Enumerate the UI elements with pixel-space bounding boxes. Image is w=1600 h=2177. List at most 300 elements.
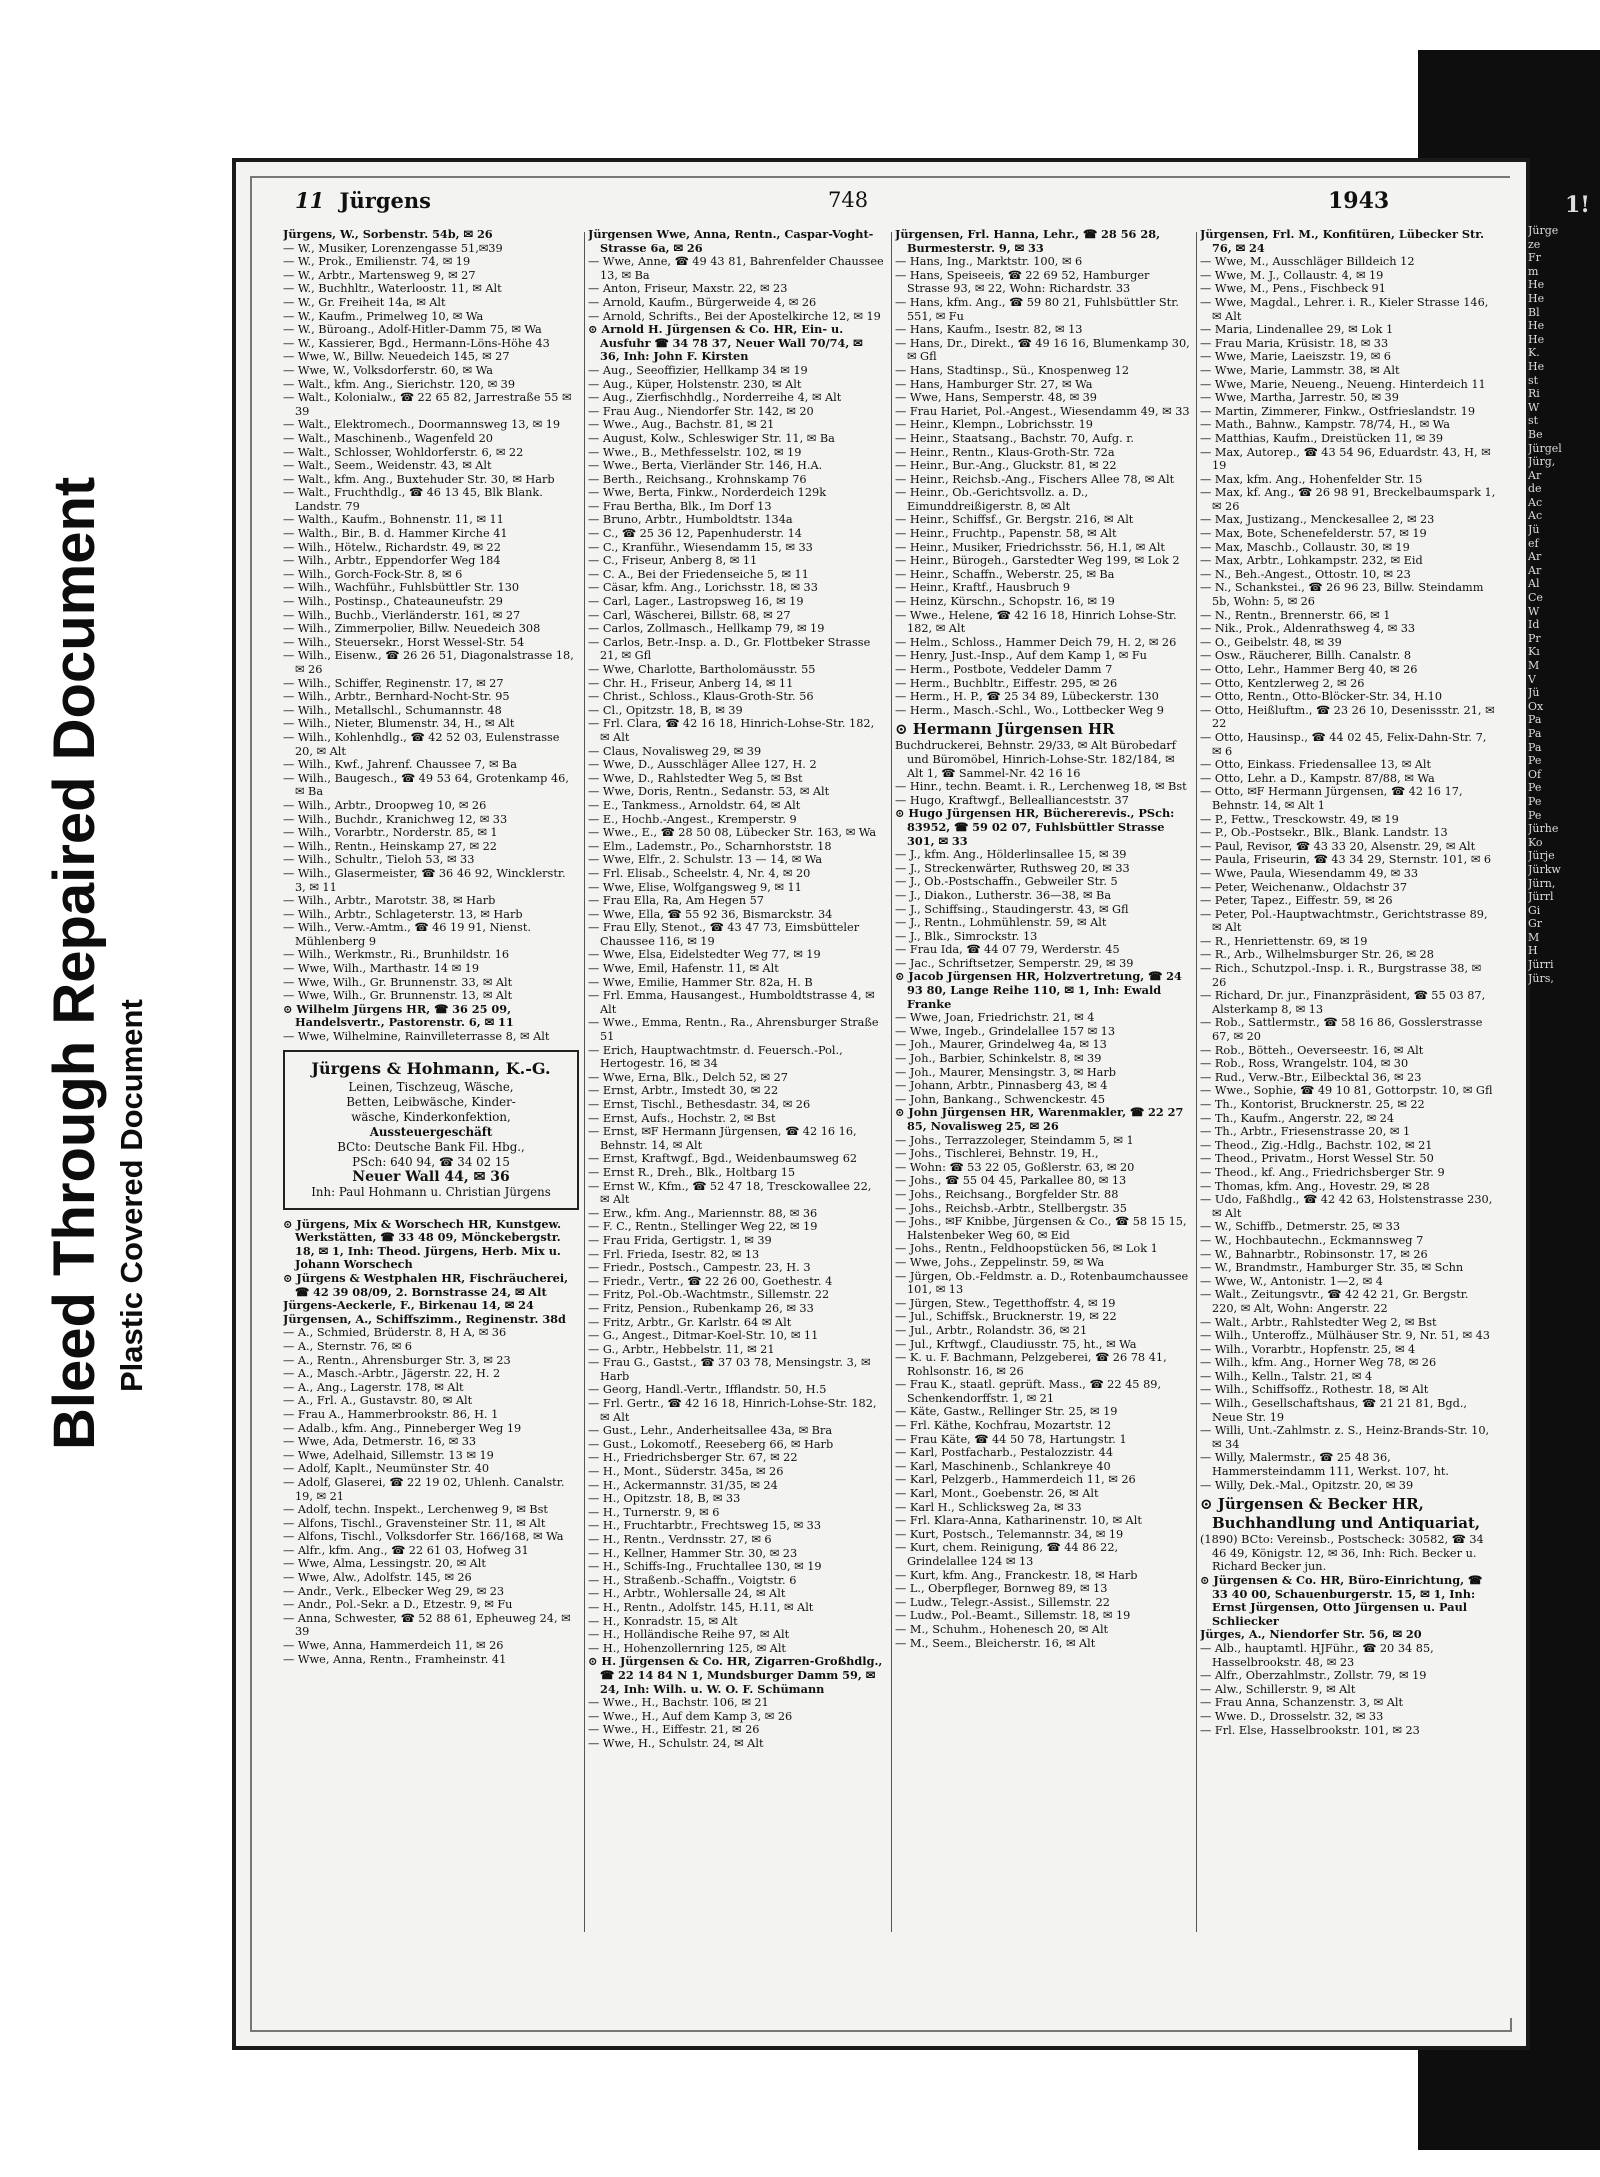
directory-entry: — Wilh., Schiffer, Reginenstr. 17, ✉ 27 <box>283 676 504 690</box>
directory-entry: — Wwe., Aug., Bachstr. 81, ✉ 21 <box>588 418 775 432</box>
directory-entry: — Theod., Zig.-Hdlg., Bachstr. 102, ✉ 21 <box>1200 1138 1433 1152</box>
directory-entry: — G., Arbtr., Hebbelstr. 11, ✉ 21 <box>588 1342 775 1356</box>
directory-entry: — H., Opitzstr. 18, B, ✉ 33 <box>588 1492 741 1506</box>
edge-fragment: st <box>1528 414 1539 428</box>
next-page-edge <box>1510 168 1520 2018</box>
directory-entry: — N., Beh.-Angest., Ottostr. 10, ✉ 23 <box>1200 567 1411 581</box>
directory-entry: — W., Kaufm., Primelweg 10, ✉ Wa <box>283 309 484 323</box>
directory-entry: — Andr., Pol.-Sekr. a D., Etzestr. 9, ✉ Fu <box>283 1598 513 1612</box>
directory-entry: — Willy, Malermstr., ☎ 25 48 36, Hammersteindamm 111, Werkst. 107, ht. <box>1200 1451 1450 1479</box>
edge-fragment: Jürge <box>1528 224 1559 237</box>
directory-entry: — Arnold, Kaufm., Bürgerweide 4, ✉ 26 <box>588 295 817 309</box>
directory-entry: Jürges, A., Niendorfer Str. 56, ✉ 20 <box>1200 1627 1422 1642</box>
directory-entry: — Frl. Clara, ☎ 42 16 18, Hinrich-Lohse-Str. 182, ✉ Alt <box>588 717 875 744</box>
directory-entry: — Herm., Buchbltr., Eiffestr. 295, ✉ 26 <box>895 676 1118 690</box>
page-section-number: 11 <box>295 188 325 213</box>
directory-page <box>283 188 1495 2018</box>
edge-fragment: Jürje <box>1528 849 1555 863</box>
directory-entry: — Heinr., Staatsang., Bachstr. 70, Aufg. r. <box>895 431 1134 445</box>
column-4 <box>1200 228 1496 1928</box>
edge-fragment: M <box>1528 930 1540 944</box>
directory-entry: — Heinr., Musiker, Friedrichsstr. 56, H.1, ✉ Alt <box>895 540 1165 554</box>
featured-entry: ⊙ Jürgensen & Becker HR, Buchhandlung und Antiquariat, <box>1200 1495 1481 1533</box>
edge-fragment: Pe <box>1528 754 1542 768</box>
directory-entry: — Wwe, M., Pens., Fischbeck 91 <box>1200 282 1386 296</box>
directory-entry: — Anton, Friseur, Maxstr. 22, ✉ 23 <box>588 282 788 296</box>
column-divider <box>584 232 585 1932</box>
directory-entry: — Joh., Barbier, Schinkelstr. 8, ✉ 39 <box>895 1052 1102 1066</box>
directory-entry: — Frau Ella, Ra, Am Hegen 57 <box>588 894 764 908</box>
directory-entry: — Wilh., Kwf., Jahrenf. Chaussee 7, ✉ Ba <box>283 758 518 772</box>
directory-entry: — H., Konradstr. 15, ✉ Alt <box>588 1614 738 1628</box>
directory-entry: — P., Fettw., Tresckowstr. 49, ✉ 19 <box>1200 812 1399 826</box>
directory-entry: — Helm., Schloss., Hammer Deich 79, H. 2, ✉ 26 <box>895 635 1177 649</box>
next-page-header-fragment: 1! <box>1565 192 1590 218</box>
directory-entry: — W., Büroang., Adolf-Hitler-Damm 75, ✉ Wa <box>283 323 542 337</box>
directory-entry: — Hans, Kaufm., Isestr. 82, ✉ 13 <box>895 323 1083 337</box>
directory-entry: — Jul., Schiffsk., Brucknerstr. 19, ✉ 22 <box>895 1310 1117 1324</box>
directory-entry: — Arnold, Schrifts., Bei der Apostelkirche 12, ✉ 19 <box>588 309 881 323</box>
directory-entry: — Frau Maria, Krüsistr. 18, ✉ 33 <box>1200 336 1389 350</box>
directory-entry: — Cäsar, kfm. Ang., Lorichsstr. 18, ✉ 33 <box>588 581 818 595</box>
directory-entry: — Walt., kfm. Ang., Sierichstr. 120, ✉ 39 <box>283 377 516 391</box>
directory-entry: — Frl. Käthe, Kochfrau, Mozartstr. 12 <box>895 1419 1112 1433</box>
directory-entry: — Rob., Ross, Wrangelstr. 104, ✉ 30 <box>1200 1057 1409 1071</box>
directory-entry: — A., Schmied, Brüderstr. 8, H A, ✉ 36 <box>283 1326 507 1340</box>
directory-entry: — Wilh., Nieter, Blumenstr. 34, H., ✉ Alt <box>283 717 515 731</box>
directory-entry: — Wilh., Schiffsoffz., Rothestr. 18, ✉ Alt <box>1200 1383 1429 1397</box>
directory-entry: — Wwe, M. J., Collaustr. 4, ✉ 19 <box>1200 268 1384 282</box>
directory-entry: — J., Diakon., Lutherstr. 36—38, ✉ Ba <box>895 888 1112 902</box>
entry-list <box>588 228 884 1751</box>
directory-entry: — Heinr., Schiffsf., Gr. Bergstr. 216, ✉ Alt <box>895 513 1134 527</box>
directory-entry: — Johs., Tischlerei, Behnstr. 19, H., <box>895 1147 1099 1161</box>
directory-entry: — Max, Bote, Schenefelderstr. 57, ✉ 19 <box>1200 527 1427 541</box>
directory-entry: — C., Kranführ., Wiesendamm 15, ✉ 33 <box>588 540 813 554</box>
directory-entry: — Wwe., B., Methfesselstr. 102, ✉ 19 <box>588 445 802 459</box>
directory-entry: — Richard, Dr. jur., Finanzpräsident, ☎ 55 03 87, Alsterkamp 8, ✉ 13 <box>1200 989 1486 1016</box>
directory-entry: — Heinr., Kraftf., Hausbruch 9 <box>895 581 1071 595</box>
directory-entry: — Wwe, Erna, Blk., Delch 52, ✉ 27 <box>588 1070 788 1084</box>
directory-entry: — Theod., kf. Ang., Friedrichsberger Str. 9 <box>1200 1165 1445 1179</box>
directory-entry: — Frl. Elisab., Scheelstr. 4, Nr. 4, ✉ 20 <box>588 866 811 880</box>
directory-entry: — Max, Autorep., ☎ 43 54 96, Eduardstr. 43, H, ✉ 19 <box>1200 445 1491 473</box>
ad-line: wäsche, Kinderkonfektion, <box>351 1109 511 1124</box>
entry-list <box>283 228 579 1044</box>
entry-list <box>895 228 1191 717</box>
directory-entry: — Johs., ✉F Knibbe, Jürgensen & Co., ☎ 58 15 15, Halstenbeker Weg 60, ✉ Eid <box>895 1215 1187 1242</box>
directory-entry: — Wilh., Arbtr., Marotstr. 38, ✉ Harb <box>283 894 496 908</box>
directory-entry: — Ernst W., Kfm., ☎ 52 47 18, Tresckowallee 22, ✉ Alt <box>588 1179 872 1207</box>
edge-fragment: W <box>1528 604 1540 618</box>
directory-entry: — W., Kassierer, Bgd., Hermann-Löns-Höhe 43 <box>283 336 550 350</box>
edge-fragment: Gi <box>1528 903 1541 917</box>
directory-entry: — Christ., Schloss., Klaus-Groth-Str. 56 <box>588 690 814 704</box>
directory-entry: — Jul., Krftwgf., Claudiusstr. 75, ht., ✉ Wa <box>895 1337 1137 1351</box>
directory-entry: — Heinr., Bürogeh., Garstedter Weg 199, ✉ Lok 2 <box>895 554 1180 568</box>
directory-entry: — Karl, Pelzgerb., Hammerdeich 11, ✉ 26 <box>895 1473 1136 1487</box>
directory-entry: — Frau G., Gastst., ☎ 37 03 78, Mensingstr. 3, ✉ Harb <box>588 1356 871 1383</box>
directory-entry: — Wilh., Hötelw., Richardstr. 49, ✉ 22 <box>283 540 501 554</box>
directory-entry: — W., Arbtr., Martensweg 9, ✉ 27 <box>283 268 476 282</box>
directory-entry: — Ernst, Tischl., Bethesdastr. 34, ✉ 26 <box>588 1098 811 1111</box>
directory-entry: — A., Ang., Lagerstr. 178, ✉ Alt <box>283 1380 464 1394</box>
directory-entry: — Max, kf. Ang., ☎ 26 98 91, Breckelbaumspark 1, ✉ 26 <box>1200 486 1496 513</box>
directory-entry: — H., Mont., Süderstr. 345a, ✉ 26 <box>588 1465 784 1479</box>
directory-entry: — C., Friseur, Anberg 8, ✉ 11 <box>588 554 758 568</box>
directory-entry: — Wilh., Wachführ., Fuhlsbüttler Str. 130 <box>283 581 520 595</box>
directory-entry: — Wwe., E., ☎ 28 50 08, Lübecker Str. 163, ✉ Wa <box>588 826 877 840</box>
column-divider <box>1196 232 1197 1932</box>
directory-entry: — Matthias, Kaufm., Dreistücken 11, ✉ 39 <box>1200 431 1444 445</box>
directory-entry: — Herm., Masch.-Schl., Wo., Lottbecker Weg 9 <box>895 703 1164 717</box>
directory-entry: — Frl. Klara-Anna, Katharinenstr. 10, ✉ Alt <box>895 1514 1142 1528</box>
edge-fragment: Ox <box>1528 699 1544 713</box>
directory-entry: — Fritz, Pension., Rubenkamp 26, ✉ 33 <box>588 1301 814 1315</box>
directory-entry: — Wwe, Ingeb., Grindelallee 157 ✉ 13 <box>895 1024 1116 1038</box>
directory-entry: — Wwe., H., Bachstr. 106, ✉ 21 <box>588 1696 769 1710</box>
edge-fragment: Pe <box>1528 794 1542 808</box>
directory-entry: — Heinr., Reichsb.-Ang., Fischers Allee 78, ✉ Alt <box>895 472 1175 486</box>
directory-entry: — Wwe., H., Eiffestr. 21, ✉ 26 <box>588 1723 760 1737</box>
directory-entry: — Wwe, Elise, Wolfgangsweg 9, ✉ 11 <box>588 880 802 894</box>
directory-entry: — Joh., Maurer, Grindelweg 4a, ✉ 13 <box>895 1038 1107 1052</box>
column-2 <box>588 228 884 1928</box>
edge-fragment: M <box>1528 659 1540 672</box>
entry-list <box>1200 1533 1496 1737</box>
directory-entry: — Carl, Wäscherei, Billstr. 68, ✉ 27 <box>588 608 791 622</box>
directory-entry: — Wwe, Wilh., Gr. Brunnenstr. 33, ✉ Alt <box>283 975 513 989</box>
directory-entry: — Wwe, Wilh., Marthastr. 14 ✉ 19 <box>283 962 480 976</box>
directory-entry: — Wilh., Gorch-Fock-Str. 8, ✉ 6 <box>283 567 463 581</box>
directory-entry: — Wwe, Paula, Wiesendamm 49, ✉ 33 <box>1200 866 1419 880</box>
directory-entry: — Heinz, Kürschn., Schopstr. 16, ✉ 19 <box>895 595 1115 609</box>
directory-entry: — W., Bahnarbtr., Robinsonstr. 17, ✉ 26 <box>1200 1247 1428 1261</box>
directory-entry: — Hans, Hamburger Str. 27, ✉ Wa <box>895 377 1093 391</box>
directory-entry: — Herm., Postbote, Veddeler Damm 7 <box>895 663 1113 676</box>
directory-entry: — Wwe, Anne, ☎ 49 43 81, Bahrenfelder Chaussee 13, ✉ Ba <box>588 255 884 282</box>
directory-entry: — H., Arbtr., Wohlersalle 24, ✉ Alt <box>588 1587 786 1601</box>
edge-fragment: Jürs, <box>1528 971 1554 985</box>
ad-line: PSch: 640 94, ☎ 34 02 15 <box>352 1154 510 1169</box>
directory-entry: — Joh., Maurer, Mensingstr. 3, ✉ Harb <box>895 1065 1117 1079</box>
directory-entry: — Adolf, Glaserei, ☎ 22 19 02, Uhlenh. Canalstr. 19, ✉ 21 <box>283 1475 565 1503</box>
directory-entry: — Ernst, Kraftwgf., Bgd., Weidenbaumsweg 62 <box>588 1152 858 1166</box>
ad-title: Jürgens & Hohmann, K.-G. <box>311 1058 551 1078</box>
edge-fragment: Jürri <box>1528 958 1554 972</box>
directory-entry: — Rud., Verw.-Btr., Eilbecktal 36, ✉ 23 <box>1200 1070 1422 1084</box>
edge-fragment: Pe <box>1528 808 1542 822</box>
directory-entry: ⊙ H. Jürgensen & Co. HR, Zigarren-Großhdlg., ☎ 22 14 84 N 1, Mundsburger Damm 59, ✉ 24, Inh: Wilh. u. W. O. F. Schümann <box>588 1654 883 1696</box>
directory-entry: — Heinr., Schaffn., Weberstr. 25, ✉ Ba <box>895 567 1115 581</box>
directory-entry: — Wilh., Steuersekr., Horst Wessel-Str. 54 <box>283 635 525 649</box>
directory-entry: — Wwe, Hans, Semperstr. 48, ✉ 39 <box>895 391 1097 405</box>
column-3 <box>895 228 1191 1928</box>
directory-entry: — Wwe, Elfr., 2. Schulstr. 13 — 14, ✉ Wa <box>588 853 823 867</box>
page-section-title: Jürgens <box>339 188 431 213</box>
directory-entry: — Wilh., Rentn., Heinskamp 27, ✉ 22 <box>283 839 497 853</box>
edge-fragment: Ac <box>1528 509 1543 523</box>
directory-entry: — Frl. Else, Hasselbrookstr. 101, ✉ 23 <box>1200 1723 1420 1737</box>
directory-entry: — W., Musiker, Lorenzengasse 51,✉39 <box>283 241 503 255</box>
directory-entry: — Ernst, ✉F Hermann Jürgensen, ☎ 42 16 16, Behnstr. 14, ✉ Alt <box>588 1125 857 1152</box>
edge-fragment: Jürhe <box>1528 822 1559 836</box>
directory-entry: — Otto, Hausinsp., ☎ 44 02 45, Felix-Dahn-Str. 7, ✉ 6 <box>1200 730 1487 758</box>
directory-entry: — Wilh., Postinsp., Chateauneufstr. 29 <box>283 595 503 609</box>
directory-entry: — Cl., Opitzstr. 18, B, ✉ 39 <box>588 703 743 717</box>
directory-entry: — Th., Kontorist, Brucknerstr. 25, ✉ 22 <box>1200 1098 1425 1111</box>
directory-entry: — R., Henriettenstr. 69, ✉ 19 <box>1200 934 1368 948</box>
edge-fragment: Fr <box>1528 251 1541 265</box>
directory-entry: — H., Ackermannstr. 31/35, ✉ 24 <box>588 1478 778 1492</box>
directory-entry: — Hinr., techn. Beamt. i. R., Lerchenweg 18, ✉ Bst <box>895 780 1187 794</box>
edge-fragment: Pa <box>1528 713 1542 727</box>
directory-entry: — A., Frl. A., Gustavstr. 80, ✉ Alt <box>283 1394 473 1408</box>
ad-address: Neuer Wall 44, ✉ 36 <box>352 1168 510 1185</box>
directory-entry: — J., Schiffsing., Staudingerstr. 43, ✉ Gfl <box>895 902 1129 916</box>
directory-entry: — H., Holländische Reihe 97, ✉ Alt <box>588 1628 790 1642</box>
edge-fragment: H <box>1528 944 1538 958</box>
directory-entry: — Wwe., H., Auf dem Kamp 3, ✉ 26 <box>588 1709 793 1723</box>
edge-fragment: He <box>1528 278 1545 292</box>
directory-entry: — Wwe, Emil, Hafenstr. 11, ✉ Alt <box>588 962 779 976</box>
directory-entry: — W., Prok., Emilienstr. 74, ✉ 19 <box>283 255 471 269</box>
directory-entry: — Rob., Sattlermstr., ☎ 58 16 86, Gosslerstrasse 67, ✉ 20 <box>1200 1016 1483 1044</box>
directory-entry: — Aug., Seeoffizier, Hellkamp 34 ✉ 19 <box>588 363 808 377</box>
directory-entry: — Walt., Elektromech., Doormannsweg 13, ✉ 19 <box>283 418 561 432</box>
directory-entry: — Ernst, Aufs., Hochstr. 2, ✉ Bst <box>588 1111 776 1125</box>
directory-entry: — Herm., H. P., ☎ 25 34 89, Lübeckerstr. 130 <box>895 690 1159 704</box>
edge-fragment: Pe <box>1528 781 1542 795</box>
edge-fragment: Of <box>1528 767 1542 781</box>
directory-entry: ⊙ Jürgens & Westphalen HR, Fischräucherei, ☎ 42 39 08/09, 2. Bornstrasse 24, ✉ Alt <box>283 1271 569 1299</box>
directory-entry: — Wwe, Emilie, Hammer Str. 82a, H. B <box>588 975 813 989</box>
directory-entry: — Wwe., Emma, Rentn., Ra., Ahrensburger Straße 51 <box>588 1016 879 1044</box>
directory-entry: — Otto, Rentn., Otto-Blöcker-Str. 34, H.10 <box>1200 690 1443 704</box>
directory-entry: — Wwe, Doris, Rentn., Sedanstr. 53, ✉ Alt <box>588 785 830 799</box>
edge-fragment: Ac <box>1528 495 1543 509</box>
directory-entry: — Berth., Reichsang., Krohnskamp 76 <box>588 472 807 486</box>
edge-fragment: Id <box>1528 618 1540 632</box>
directory-entry: — Heinr., Ob.-Gerichtsvollz. a. D., Eimunddreißigerstr. 8, ✉ Alt <box>895 486 1089 513</box>
directory-entry: — A., Masch.-Arbtr., Jägerstr. 22, H. 2 <box>283 1367 501 1381</box>
directory-entry: — Walth., Bir., B. d. Hammer Kirche 41 <box>283 527 508 541</box>
directory-entry: — Wilh., Arbtr., Eppendorfer Weg 184 <box>283 554 501 568</box>
directory-entry: ⊙ Jürgensen & Co. HR, Büro-Einrichtung, ☎ 33 40 00, Schauenburgerstr. 15, ✉ 1, Inh: Ernst Jürgensen, Otto Jürgensen u. Paul Schliecker <box>1200 1573 1483 1628</box>
directory-entry: ⊙ Jürgens, Mix & Worschech HR, Kunstgew. Werkstätten, ☎ 33 48 09, Mönckebergstr. 18, ✉ 1, Inh: Theod. Jürgens, Herb. Mix u. Johann Worschech <box>283 1216 562 1272</box>
ad-line: Leinen, Tischzeug, Wäsche, <box>348 1079 514 1094</box>
directory-entry: — Wilh., Glasermeister, ☎ 36 46 92, Wincklerstr. 3, ✉ 11 <box>283 866 566 894</box>
directory-entry: — Max, Maschb., Collaustr. 30, ✉ 19 <box>1200 540 1410 554</box>
directory-entry: — Th., Arbtr., Friesenstrasse 20, ✉ 1 <box>1200 1125 1411 1139</box>
directory-entry: — Wwe, Charlotte, Bartholomäusstr. 55 <box>588 663 816 676</box>
directory-entry: — August, Kolw., Schleswiger Str. 11, ✉ Ba <box>588 431 835 445</box>
directory-entry: — Wilh., kfm. Ang., Horner Weg 78, ✉ 26 <box>1200 1356 1437 1370</box>
directory-entry: — Frau A., Hammerbrookstr. 86, H. 1 <box>283 1407 499 1421</box>
directory-entry: — Anna, Schwester, ☎ 52 88 61, Epheuweg 24, ✉ 39 <box>283 1611 571 1639</box>
directory-entry: — Wilh., Baugesch., ☎ 49 53 64, Grotenkamp 46, ✉ Ba <box>283 771 569 799</box>
directory-entry: — Max, Arbtr., Lohkampstr. 232, ✉ Eid <box>1200 554 1423 568</box>
directory-entry: — W., Gr. Freiheit 14a, ✉ Alt <box>283 295 446 309</box>
directory-entry: — L., Oberpfleger, Bornweg 89, ✉ 13 <box>895 1582 1108 1596</box>
directory-entry: — Maria, Lindenallee 29, ✉ Lok 1 <box>1200 323 1394 337</box>
directory-entry: — F. C., Rentn., Stellinger Weg 22, ✉ 19 <box>588 1220 818 1234</box>
directory-entry: — Bruno, Arbtr., Humboldtstr. 134a <box>588 513 793 527</box>
directory-entry: — Wilh., Vorarbtr., Norderstr. 85, ✉ 1 <box>283 826 498 840</box>
directory-entry: — Wwe, D., Rahlstedter Weg 5, ✉ Bst <box>588 771 803 785</box>
directory-entry: — Walt., Schlosser, Wohldorferstr. 6, ✉ 22 <box>283 445 524 459</box>
directory-entry: — Walth., Kaufm., Bohnenstr. 11, ✉ 11 <box>283 513 504 527</box>
directory-entry: — C. A., Bei der Friedenseiche 5, ✉ 11 <box>588 567 809 581</box>
directory-entry: — K. u. F. Bachmann, Pelzgeberei, ☎ 26 78 41, Rohlsonstr. 16, ✉ 26 <box>895 1351 1167 1378</box>
directory-entry: — Heinr., Bur.-Ang., Gluckstr. 81, ✉ 22 <box>895 459 1117 473</box>
edge-fragment: Ri <box>1528 387 1540 401</box>
directory-entry: — W., Buchhltr., Waterloostr. 11, ✉ Alt <box>283 282 502 296</box>
directory-entry: — E., Hochb.-Angest., Kremperstr. 9 <box>588 812 797 826</box>
directory-entry: — Frl. Frieda, Isestr. 82, ✉ 13 <box>588 1247 760 1261</box>
directory-entry: — Wwe. D., Drosselstr. 32, ✉ 33 <box>1200 1709 1384 1723</box>
directory-entry: — P., Ob.-Postsekr., Blk., Blank. Landstr. 13 <box>1200 826 1448 840</box>
edge-fragment: Pa <box>1528 726 1542 740</box>
directory-entry: — J., Streckenwärter, Ruthsweg 20, ✉ 33 <box>895 861 1130 875</box>
directory-entry: — Carl, Lager., Lastropsweg 16, ✉ 19 <box>588 595 804 609</box>
directory-entry: — N., Schankstei., ☎ 26 96 23, Billw. Steindamm 5b, Wohn: 5, ✉ 26 <box>1200 581 1484 609</box>
directory-entry: — Hans, Stadtinsp., Sü., Knospenweg 12 <box>895 363 1130 377</box>
edge-fragment: Jü <box>1528 686 1540 700</box>
edge-fragment: m <box>1528 264 1539 278</box>
directory-entry: — Wwe, Elsa, Eidelstedter Weg 77, ✉ 19 <box>588 948 821 962</box>
directory-entry: — Otto, Kentzlerweg 2, ✉ 26 <box>1200 676 1365 690</box>
directory-entry: — Wwe., Sophie, ☎ 49 10 81, Gottorpstr. 10, ✉ Gfl <box>1200 1084 1493 1098</box>
directory-entry: — Wwe, Marie, Laeiszstr. 19, ✉ 6 <box>1200 350 1391 364</box>
directory-entry: — Heinr., Klempn., Lobrichsstr. 19 <box>895 418 1093 432</box>
directory-entry: — Kurt, kfm. Ang., Franckestr. 18, ✉ Harb <box>895 1568 1138 1582</box>
directory-entry: — Frau Bertha, Blk., Im Dorf 13 <box>588 499 772 513</box>
directory-entry: — Wwe, W., Antonistr. 1—2, ✉ 4 <box>1200 1274 1383 1288</box>
directory-entry: — Friedr., Vertr., ☎ 22 26 00, Goethestr. 4 <box>588 1274 833 1288</box>
directory-entry: — Jul., Arbtr., Rolandstr. 36, ✉ 21 <box>895 1323 1088 1337</box>
directory-entry: — Walt., Seem., Weidenstr. 43, ✉ Alt <box>283 459 492 473</box>
edge-fragment: Ar <box>1528 563 1542 577</box>
directory-entry: — Wilh., Arbtr., Schlageterstr. 13, ✉ Harb <box>283 907 523 921</box>
directory-entry: — Walt., Maschinenb., Wagenfeld 20 <box>283 431 493 445</box>
directory-entry: — Walt., Zeitungsvtr., ☎ 42 42 21, Gr. Bergstr. 220, ✉ Alt, Wohn: Angerstr. 22 <box>1200 1288 1469 1315</box>
directory-entry: — H., Schiffs-Ing., Fruchtallee 130, ✉ 19 <box>588 1560 822 1574</box>
directory-entry: — Wwe, Ella, ☎ 55 92 36, Bismarckstr. 34 <box>588 907 833 921</box>
directory-entry: — Ernst, Arbtr., Imstedt 30, ✉ 22 <box>588 1084 779 1098</box>
edge-fragment: ef <box>1528 536 1539 550</box>
directory-entry: — Willi, Unt.-Zahlmstr. z. S., Heinz-Brands-Str. 10, ✉ 34 <box>1200 1424 1490 1451</box>
directory-entry: — Karl, Maschinenb., Schlankreye 40 <box>895 1459 1111 1473</box>
side-label-line2: Plastic Covered Document <box>114 999 149 1392</box>
directory-entry: — Wwe, M., Ausschläger Billdeich 12 <box>1200 255 1415 269</box>
directory-entry: — Hans, Dr., Direkt., ☎ 49 16 16, Blumenkamp 30, ✉ Gfl <box>895 336 1190 364</box>
directory-entry: — W., Hochbautechn., Eckmannsweg 7 <box>1200 1233 1424 1247</box>
directory-entry: — Ludw., Pol.-Beamt., Sillemstr. 18, ✉ 19 <box>895 1609 1131 1623</box>
directory-entry: — Kurt, chem. Reinigung, ☎ 44 86 22, Grindelallee 124 ✉ 13 <box>895 1541 1119 1568</box>
edge-fragment: Jürn, <box>1528 876 1556 890</box>
directory-entry: — Ernst R., Dreh., Blk., Holtbarg 15 <box>588 1165 796 1179</box>
directory-entry: — Wwe, W., Billw. Neuedeich 145, ✉ 27 <box>283 350 510 364</box>
directory-entry: — Thomas, kfm. Ang., Hovestr. 29, ✉ 28 <box>1200 1179 1430 1193</box>
directory-entry: — Th., Kaufm., Angerstr. 22, ✉ 24 <box>1200 1111 1395 1125</box>
page-number: 748 <box>828 188 869 212</box>
directory-entry: — Rich., Schutzpol.-Insp. i. R., Burgstrasse 38, ✉ 26 <box>1200 962 1482 989</box>
edge-fragment: W <box>1528 400 1540 414</box>
directory-entry: — Wilh., Vorarbtr., Hopfenstr. 25, ✉ 4 <box>1200 1342 1416 1356</box>
directory-entry: — Jac., Schriftsetzer, Semperstr. 29, ✉ 39 <box>895 956 1134 970</box>
directory-entry: — Alfr., kfm. Ang., ☎ 22 61 03, Hofweg 31 <box>283 1543 529 1557</box>
directory-entry: — Wilh., Zimmerpolier, Billw. Neuedeich 308 <box>283 622 541 636</box>
directory-entry: — Walt., kfm. Ang., Buxtehuder Str. 30, ✉ Harb <box>283 472 555 486</box>
directory-entry: — Gust., Lehr., Anderheitsallee 43a, ✉ Bra <box>588 1424 833 1438</box>
edge-fragment: Ar <box>1528 550 1542 564</box>
directory-entry: — Karl, Mont., Goebenstr. 26, ✉ Alt <box>895 1487 1099 1501</box>
directory-entry: — A., Sternstr. 76, ✉ 6 <box>283 1339 412 1353</box>
directory-entry: — M., Schuhm., Hohenesch 20, ✉ Alt <box>895 1622 1109 1636</box>
directory-entry: — Otto, Lehr. a D., Kampstr. 87/88, ✉ Wa <box>1200 771 1435 785</box>
directory-entry: — Wwe, Anna, Rentn., Framheinstr. 41 <box>283 1652 507 1666</box>
edge-fragment: He <box>1528 291 1545 305</box>
edge-fragment: Pa <box>1528 740 1542 754</box>
ad-line: Aussteuergeschäft <box>369 1124 493 1139</box>
edge-fragment: He <box>1528 319 1545 333</box>
directory-entry: — Wwe, Magdal., Lehrer. i. R., Kieler Strasse 146, ✉ Alt <box>1200 295 1489 323</box>
edge-fragment: Jürg, <box>1528 455 1556 469</box>
directory-entry: — Martin, Zimmerer, Finkw., Ostfrieslandstr. 19 <box>1200 404 1476 418</box>
edge-fragment: Jü <box>1528 523 1540 537</box>
directory-entry: — Wwe, H., Schulstr. 24, ✉ Alt <box>588 1736 764 1750</box>
edge-fragment: Ce <box>1528 591 1543 605</box>
directory-entry: — Wwe, Marie, Lammstr. 38, ✉ Alt <box>1200 363 1400 377</box>
directory-entry: — Wilh., Schultr., Tieloh 53, ✉ 33 <box>283 853 475 867</box>
edge-fragment: Be <box>1528 427 1543 441</box>
directory-entry: ⊙ Hugo Jürgensen HR, Büchererevis., PSch: 83952, ☎ 59 02 07, Fuhlsbüttler Strasse 301, ✉ 33 <box>895 806 1175 848</box>
directory-entry: Jürgensen, Frl. Hanna, Lehr., ☎ 28 56 28, Burmesterstr. 9, ✉ 33 <box>895 228 1160 255</box>
directory-entry: — Alw., Schillerstr. 9, ✉ Alt <box>1200 1682 1356 1696</box>
directory-entry: — Käte, Gastw., Rellinger Str. 25, ✉ 19 <box>895 1405 1118 1419</box>
directory-entry: — Peter, Pol.-Hauptwachtmstr., Gerichtstrasse 89, ✉ Alt <box>1200 907 1488 935</box>
directory-entry: — Math., Bahnw., Kampstr. 78/74, H., ✉ Wa <box>1200 418 1451 432</box>
entry-list <box>283 1218 579 1667</box>
directory-entry: — Wwe, Anna, Hammerdeich 11, ✉ 26 <box>283 1639 504 1653</box>
directory-entry: — G., Angest., Ditmar-Koel-Str. 10, ✉ 11 <box>588 1329 819 1343</box>
directory-entry: — Johs., Reichsang., Borgfelder Str. 88 <box>895 1187 1119 1201</box>
directory-entry: — H., Kellner, Hammer Str. 30, ✉ 23 <box>588 1546 798 1560</box>
directory-entry: — Wwe, Ada, Detmerstr. 16, ✉ 33 <box>283 1435 477 1449</box>
edge-fragment: Ko <box>1528 835 1543 849</box>
directory-entry: — O., Geibelstr. 48, ✉ 39 <box>1200 635 1342 649</box>
directory-entry: — Nik., Prok., Aldenrathsweg 4, ✉ 33 <box>1200 622 1416 636</box>
directory-entry: — Heinr., Rentn., Klaus-Groth-Str. 72a <box>895 445 1115 459</box>
directory-entry: Jürgens-Aeckerle, F., Birkenau 14, ✉ 24 <box>283 1298 534 1313</box>
directory-entry: — J., Rentn., Lohmühlenstr. 59, ✉ Alt <box>895 916 1107 930</box>
directory-entry: — Adolf, Kaplt., Neumünster Str. 40 <box>283 1462 490 1476</box>
directory-entry: — J., Blk., Simrockstr. 13 <box>895 929 1038 943</box>
edge-fragment: V <box>1528 672 1536 686</box>
directory-entry: — Erich, Hauptwachtmstr. d. Feuersch.-Pol., Hertogestr. 16, ✉ 34 <box>588 1043 843 1071</box>
directory-entry: (1890) BCto: Vereinsb., Postscheck: 30582, ☎ 34 46 49, Königstr. 12, ✉ 36, Inh: Rich. Becker u. Richard Becker jun. <box>1200 1533 1484 1574</box>
directory-entry: — Wwe, Marie, Neueng., Neueng. Hinterdeich 11 <box>1200 377 1486 391</box>
directory-entry: — Jürgen, Ob.-Feldmstr. a. D., Rotenbaumchaussee 101, ✉ 13 <box>895 1269 1189 1297</box>
directory-entry: — Karl, Postfacharb., Pestalozzistr. 44 <box>895 1446 1114 1460</box>
directory-entry: — Frau Ida, ☎ 44 07 79, Werderstr. 45 <box>895 943 1120 957</box>
directory-entry: Jürgensen, A., Schiffszimm., Reginenstr. 38d <box>283 1311 566 1326</box>
directory-entry: ⊙ Wilhelm Jürgens HR, ☎ 36 25 09, Handelsvertr., Pastorenstr. 6, ✉ 11 <box>283 1001 514 1030</box>
side-label <box>40 450 180 1450</box>
directory-entry: — Wwe, Berta, Finkw., Norderdeich 129k <box>588 486 827 500</box>
directory-entry: — A., Rentn., Ahrensburger Str. 3, ✉ 23 <box>283 1353 511 1367</box>
